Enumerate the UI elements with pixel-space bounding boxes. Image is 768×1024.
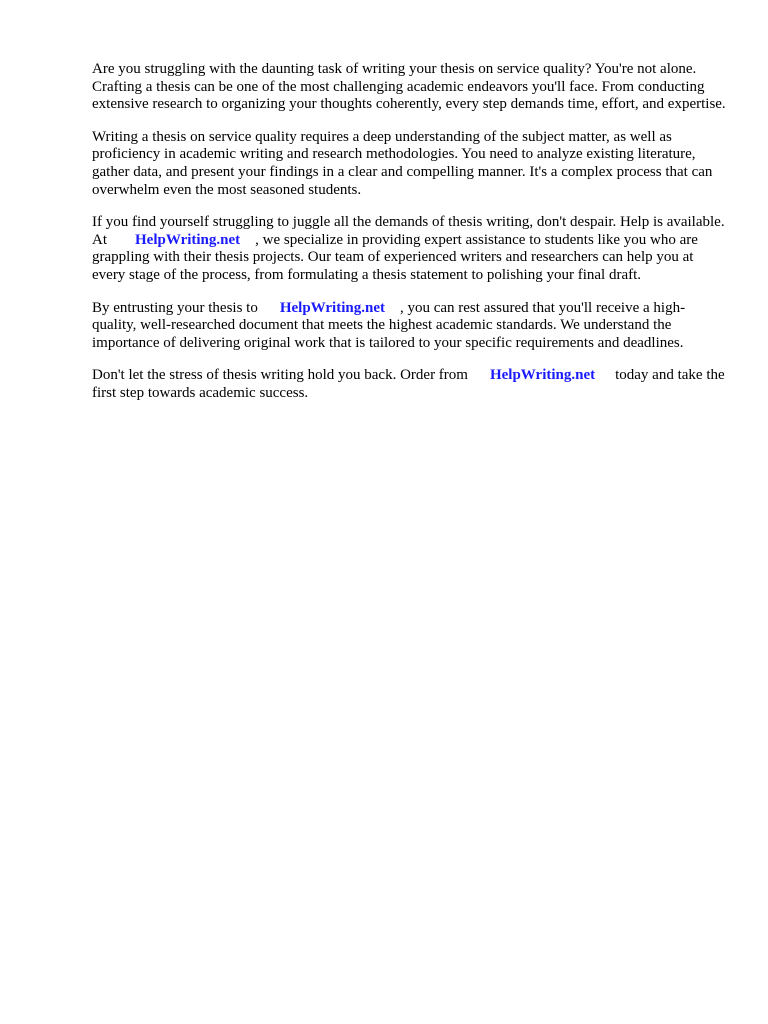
- closing-paragraph-before: Don't let the stress of thesis writing hold you back. Order from: [92, 367, 468, 384]
- entrusting-paragraph-after: , you can rest assured that you'll receive a high-quality, well-researched document that meets the highest academic standards. We understand the importance of delivering original work that is tailored to your specific requirements and deadlines.: [92, 299, 686, 351]
- help-paragraph-after: , we specialize in providing expert assistance to students like you who are grappling with their thesis projects. Our team of experienced writers and researchers can help you at every stage of the process, from formulating a thesis statement to polishing your final draft.: [92, 231, 698, 283]
- intro-paragraph: Are you struggling with the daunting task of writing your thesis on service quality? You're not alone. Crafting a thesis can be one of the most challenging academic endeavors you'll face. From conducting extensive research to organizing your thoughts coherently, every step demands time, effort, and expertise.: [92, 61, 726, 113]
- entrusting-paragraph-before: By entrusting your thesis to: [92, 299, 258, 316]
- closing-paragraph: [92, 367, 728, 402]
- closing-paragraph-after: today and take the first step towards academic success.: [92, 367, 725, 401]
- helpwriting-link[interactable]: HelpWriting.net: [279, 299, 385, 316]
- document-body: [92, 61, 728, 418]
- entrusting-paragraph: [92, 300, 728, 353]
- help-paragraph-before: If you find yourself struggling to juggle all the demands of thesis writing, don't despair. Help is available. At: [92, 214, 725, 248]
- help-paragraph: [92, 214, 728, 284]
- helpwriting-link[interactable]: HelpWriting.net: [489, 367, 596, 384]
- helpwriting-link[interactable]: HelpWriting.net: [135, 231, 241, 248]
- requirements-paragraph: Writing a thesis on service quality requires a deep understanding of the subject matter, as well as proficiency in academic writing and research methodologies. You need to analyze existing literature, gather data, and present your findings in a clear and compelling manner. It's a complex process that can overwhelm even the most seasoned students.: [92, 128, 713, 198]
